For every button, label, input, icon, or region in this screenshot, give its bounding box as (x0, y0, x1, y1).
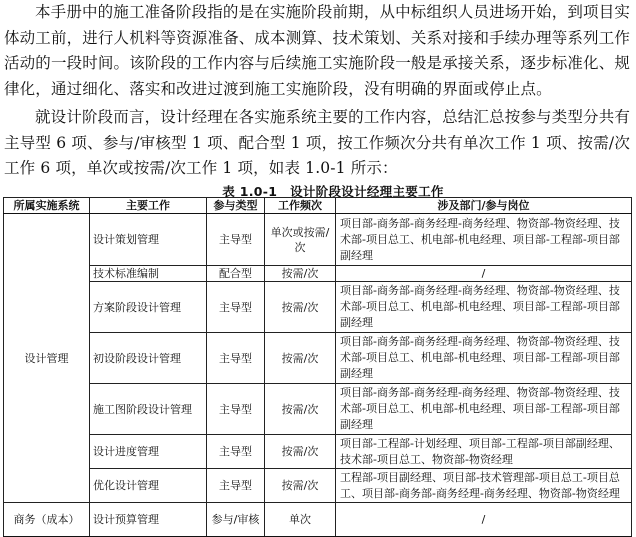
type-cell: 主导型 (207, 333, 265, 384)
frequency-cell: 单次或按需/次 (265, 214, 336, 266)
frequency-cell: 按需/次 (265, 282, 336, 333)
table-row (4, 435, 632, 469)
table-row (4, 469, 632, 503)
table-row (4, 282, 632, 333)
department-cell: 工程部-项目副经理、项目部-技术管理部-项目总工-项目总工、项目部-商务部-商务经理-商务经理、物资部-物资经理 (336, 469, 632, 503)
type-cell: 主导型 (207, 435, 265, 469)
header-work: 主要工作 (90, 198, 207, 214)
frequency-cell: 单次 (265, 503, 336, 537)
header-system: 所属实施系统 (4, 198, 90, 214)
header-department: 涉及部门/参与岗位 (336, 198, 632, 214)
frequency-cell: 按需/次 (265, 266, 336, 282)
work-cell: 设计策划管理 (90, 214, 207, 266)
frequency-cell: 按需/次 (265, 384, 336, 435)
table-caption: 表 1.0-1 设计阶段设计经理主要工作 (222, 183, 444, 199)
table-row (4, 503, 632, 537)
intro-paragraph: 本手册中的施工准备阶段指的是在实施阶段前期，从中标组织人员进场开始，到项目实体动工前，进行人机料等资源准备、成本测算、技术策划、关系对接和手续办理等系列工作活动的一段时间。该阶段的工作内容与后续施工实施阶段一般是承接关系，逐步标准化、规律化，通过细化、落实和改进过渡到施工实施阶段，没有明确的界面或停止点。 (4, 3, 631, 98)
system-cell: 商务（成本） (4, 503, 90, 537)
work-cell: 优化设计管理 (90, 469, 207, 503)
system-cell: 设计管理 (4, 214, 90, 503)
work-cell: 设计进度管理 (90, 435, 207, 469)
type-cell: 主导型 (207, 282, 265, 333)
frequency-cell: 按需/次 (265, 333, 336, 384)
type-cell: 主导型 (207, 384, 265, 435)
department-cell: / (336, 503, 632, 537)
table-row (4, 214, 632, 266)
frequency-cell: 按需/次 (265, 469, 336, 503)
work-cell: 初设阶段设计管理 (90, 333, 207, 384)
type-cell: 主导型 (207, 214, 265, 266)
department-cell: 项目部-商务部-商务经理-商务经理、物资部-物资经理、技术部-项目总工、机电部-机电经理、项目部-工程部-项目部副经理 (336, 214, 632, 266)
table-row (4, 384, 632, 435)
frequency-cell: 按需/次 (265, 435, 336, 469)
type-cell: 配合型 (207, 266, 265, 282)
type-cell: 主导型 (207, 469, 265, 503)
department-cell: 项目部-商务部-商务经理-商务经理、物资部-物资经理、技术部-项目总工、机电部-机电经理、项目部-工程部-项目部副经理 (336, 282, 632, 333)
header-type: 参与类型 (207, 198, 265, 214)
table-row (4, 266, 632, 282)
work-cell: 设计预算管理 (90, 503, 207, 537)
header-frequency: 工作频次 (265, 198, 336, 214)
department-cell: 项目部-商务部-商务经理-商务经理、物资部-物资经理、技术部-项目总工、机电部-机电经理、项目部-工程部-项目部副经理 (336, 384, 632, 435)
department-cell: 项目部-工程部-计划经理、项目部-工程部-项目部副经理、技术部-项目总工、物资部-物资经理 (336, 435, 632, 469)
department-cell: 项目部-商务部-商务经理-商务经理、物资部-物资经理、技术部-项目总工、机电部-机电经理、项目部-工程部-项目部副经理 (336, 333, 632, 384)
work-cell: 方案阶段设计管理 (90, 282, 207, 333)
type-cell: 参与/审核 (207, 503, 265, 537)
design-work-table (3, 197, 632, 537)
summary-paragraph: 就设计阶段而言，设计经理在各实施系统主要的工作内容，总结汇总按参与类型分共有主导型 6 项、参与/审核型 1 项、配合型 1 项，按工作频次分共有单次工作 1 项、按需/次工作 6 项，单次或按需/次工作 1 项，如表 1.0-1 所示： (4, 108, 630, 177)
department-cell: / (336, 266, 632, 282)
table-row (4, 333, 632, 384)
work-cell: 施工图阶段设计管理 (90, 384, 207, 435)
work-cell: 技术标准编制 (90, 266, 207, 282)
table-header-row (4, 198, 632, 214)
